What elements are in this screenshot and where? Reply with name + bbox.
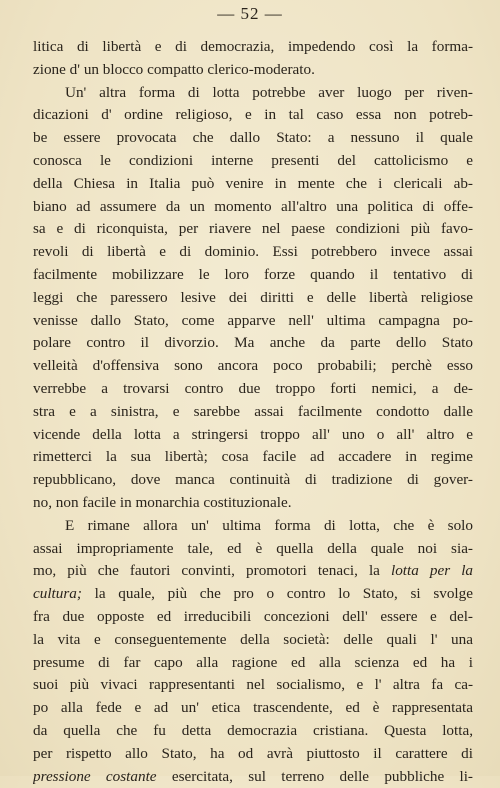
page-number: — 52 — xyxy=(0,4,500,24)
text-line: vicende della lotta a stringersi troppo all' uno o all' altro e xyxy=(33,424,473,447)
body-text xyxy=(33,36,473,788)
text-line: della Chiesa in Italia può venire in mente che i clericali ab- xyxy=(33,173,473,196)
text-segment: mo, più che fautori convinti, promotori tenaci, la xyxy=(33,562,391,579)
text-line: litica di libertà e di democrazia, impedendo così la forma- xyxy=(33,36,473,59)
text-line: zione d' un blocco compatto clerico-moderato. xyxy=(33,59,473,82)
text-line: po alla fede e ad un' etica trascendente, ed è rappresentata xyxy=(33,697,473,720)
italic-segment: lotta per la xyxy=(391,562,473,579)
italic-segment: pressione costante xyxy=(33,768,157,785)
text-line: velleità d'offensiva sono ancora poco probabili; perchè esso xyxy=(33,355,473,378)
text-line xyxy=(33,560,473,583)
text-line: revoli di libertà e di dominio. Essi potrebbero invece assai xyxy=(33,241,473,264)
text-line: presume di far capo alla ragione ed alla scienza ed ha i xyxy=(33,652,473,675)
text-line: assai impropriamente tale, ed è quella della quale noi sia- xyxy=(33,538,473,561)
text-segment: esercitata, sul terreno delle pubbliche li- xyxy=(157,768,473,785)
text-line xyxy=(33,766,473,788)
text-line: suoi più vivaci rappresentanti nel socialismo, e l' altra fa ca- xyxy=(33,674,473,697)
text-line: fra due opposte ed irreducibili concezioni dell' essere e del- xyxy=(33,606,473,629)
text-line: verrebbe a trovarsi contro due troppo forti nemici, a de- xyxy=(33,378,473,401)
text-line: E rimane allora un' ultima forma di lotta, che è solo xyxy=(33,515,473,538)
text-line: per rispetto allo Stato, ha od avrà piuttosto il carattere di xyxy=(33,743,473,766)
text-line: conosca le condizioni interne presenti del cattolicismo e xyxy=(33,150,473,173)
text-line: dicazioni d' ordine religioso, e in tal caso essa non potreb- xyxy=(33,104,473,127)
text-line: Un' altra forma di lotta potrebbe aver luogo per riven- xyxy=(33,82,473,105)
text-line: leggi che paressero lesive dei diritti e delle libertà religiose xyxy=(33,287,473,310)
text-line xyxy=(33,583,473,606)
text-line: be essere provocata che dallo Stato: a nessuno il quale xyxy=(33,127,473,150)
text-line: rimetterci la sua libertà; cosa facile ad accadere in regime xyxy=(33,446,473,469)
text-line: polare contro il divorzio. Ma anche da parte dello Stato xyxy=(33,332,473,355)
text-line: stra e a sinistra, e sarebbe assai facilmente condotto dalle xyxy=(33,401,473,424)
text-segment: la quale, più che pro o contro lo Stato, si svolge xyxy=(82,585,473,602)
text-line: sa e di riconquista, per riavere nel paese condizioni più favo- xyxy=(33,218,473,241)
text-line: la vita e conseguentemente della società: delle quali l' una xyxy=(33,629,473,652)
text-line: no, non facile in monarchia costituzionale. xyxy=(33,492,473,515)
italic-segment: cultura; xyxy=(33,585,82,602)
text-line: venisse dallo Stato, come apparve nell' ultima campagna po- xyxy=(33,310,473,333)
text-line: facilmente mobilizzare le loro forze quando il tentativo di xyxy=(33,264,473,287)
text-line: repubblicano, dove manca continuità di tradizione di gover- xyxy=(33,469,473,492)
text-line: da quella che fu detta democrazia cristiana. Questa lotta, xyxy=(33,720,473,743)
text-line: biano ad assumere da un momento all'altro una politica di offe- xyxy=(33,196,473,219)
